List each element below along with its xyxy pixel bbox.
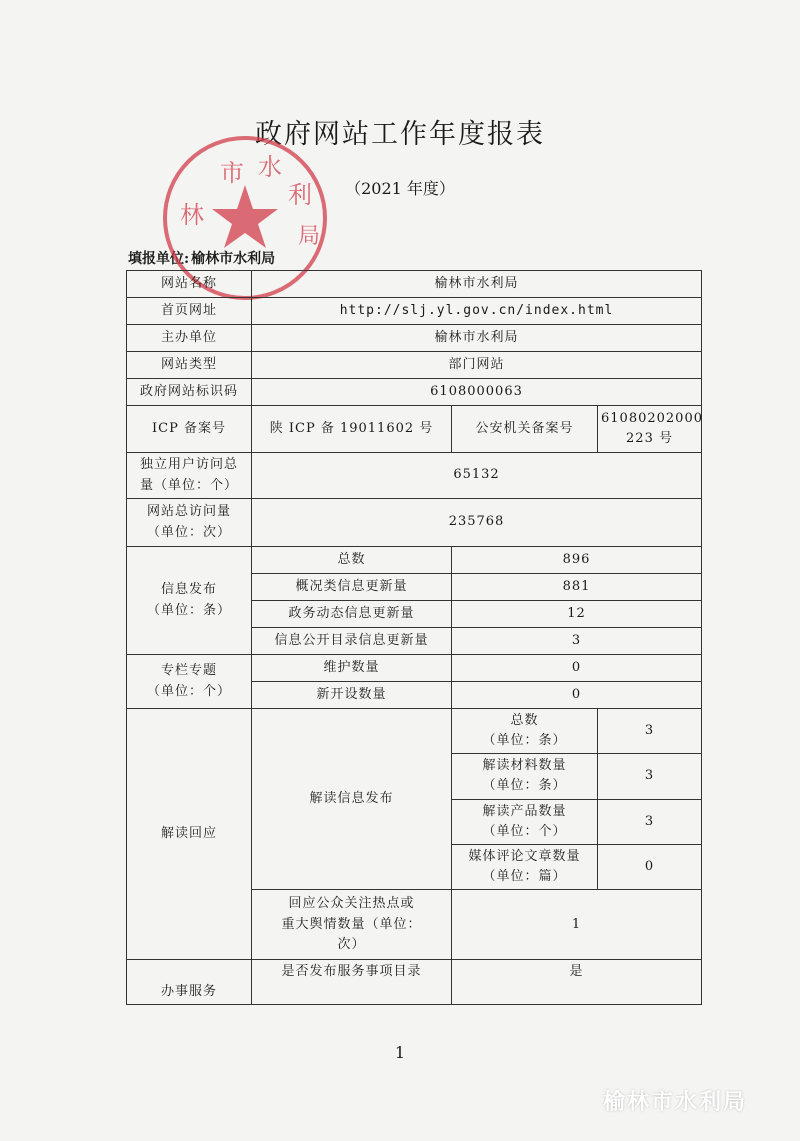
table-row <box>127 325 702 352</box>
column-new-value: 0 <box>452 682 702 709</box>
pv-label-line1: 网站总访问量 <box>146 504 231 520</box>
service-catalog-value: 是 <box>452 960 702 1005</box>
uv-label <box>127 453 252 499</box>
home-url-label: 首页网址 <box>127 298 252 325</box>
svg-text:林: 林 <box>180 201 204 229</box>
page-number: 1 <box>394 1043 406 1062</box>
police-value-line1: 61080202000 <box>601 410 703 426</box>
column-maintain-label: 维护数量 <box>252 655 452 682</box>
watermark: 榆林市水利局 <box>603 1090 748 1115</box>
svg-text:局: 局 <box>298 224 321 249</box>
table-row <box>127 499 702 547</box>
interp-media-line1: 媒体评论文章数量 <box>468 848 581 864</box>
site-type-label: 网站类型 <box>127 352 252 379</box>
report-table <box>126 270 702 1005</box>
table-row <box>127 547 702 574</box>
table-row <box>127 709 702 754</box>
interp-label: 解读回应 <box>127 709 252 960</box>
info-overview-label: 概况类信息更新量 <box>252 574 452 601</box>
site-id-label: 政府网站标识码 <box>127 379 252 406</box>
interp-product-label <box>452 799 598 844</box>
home-url-value: http://slj.yl.gov.cn/index.html <box>252 298 702 325</box>
service-catalog-label: 是否发布服务事项目录 <box>252 960 452 1005</box>
info-news-label: 政务动态信息更新量 <box>252 601 452 628</box>
info-catalog-label: 信息公开目录信息更新量 <box>252 628 452 655</box>
column-label-line2: （单位：个） <box>146 683 231 699</box>
interp-media-label <box>452 844 598 889</box>
info-total-label: 总数 <box>252 547 452 574</box>
info-label <box>127 547 252 655</box>
interp-total-value: 3 <box>598 709 702 754</box>
interp-total-line1: 总数 <box>510 713 539 728</box>
interp-material-value: 3 <box>598 754 702 799</box>
interp-response-line2: 重大舆情数量（单位： <box>281 916 422 932</box>
info-overview-value: 881 <box>452 574 702 601</box>
table-row <box>127 655 702 682</box>
sponsor-value: 榆林市水利局 <box>252 325 702 352</box>
column-label-line1: 专栏专题 <box>160 663 217 679</box>
pv-label-line2: （单位：次） <box>146 524 231 540</box>
site-type-value: 部门网站 <box>252 352 702 379</box>
sponsor-label: 主办单位 <box>127 325 252 352</box>
reporting-unit-label: 填报单位: <box>128 251 190 267</box>
table-row <box>127 453 702 499</box>
table-row <box>127 379 702 406</box>
police-value-line2: 223 号 <box>626 431 673 446</box>
info-label-line1: 信息发布 <box>160 582 217 598</box>
icp-label: ICP 备案号 <box>127 406 252 453</box>
police-value <box>598 406 702 453</box>
info-catalog-value: 3 <box>452 628 702 655</box>
interp-material-line1: 解读材料数量 <box>482 758 567 774</box>
police-label: 公安机关备案号 <box>452 406 598 453</box>
page-title: 政府网站工作年度报表 <box>255 119 545 150</box>
svg-text:水: 水 <box>258 153 282 181</box>
interp-material-line2: （单位：条） <box>482 778 567 794</box>
reporting-unit-value: 榆林市水利局 <box>191 251 276 267</box>
interp-media-line2: （单位：篇） <box>482 868 567 884</box>
uv-value: 65132 <box>252 453 702 499</box>
table-row <box>127 298 702 325</box>
interp-response-line1: 回应公众关注热点或 <box>288 896 415 912</box>
table-row <box>127 406 702 453</box>
svg-text:市: 市 <box>220 159 244 187</box>
info-news-value: 12 <box>452 601 702 628</box>
uv-label-line2: 量（单位：个） <box>139 477 238 493</box>
svg-text:利: 利 <box>288 181 312 209</box>
column-maintain-value: 0 <box>452 655 702 682</box>
interp-product-line1: 解读产品数量 <box>482 803 567 819</box>
site-name-value: 榆林市水利局 <box>252 271 702 298</box>
interp-publish-label: 解读信息发布 <box>252 709 452 890</box>
interp-material-label <box>452 754 598 799</box>
interp-response-line3: 次） <box>337 936 366 952</box>
interp-media-value: 0 <box>598 844 702 889</box>
icp-value: 陕 ICP 备 19011602 号 <box>252 406 452 453</box>
service-label: 办事服务 <box>127 960 252 1005</box>
interp-total-label <box>452 709 598 754</box>
column-label <box>127 655 252 709</box>
report-year: （2021 年度） <box>345 179 455 198</box>
column-new-label: 新开设数量 <box>252 682 452 709</box>
site-id-value: 6108000063 <box>252 379 702 406</box>
interp-response-label <box>252 890 452 960</box>
pv-value: 235768 <box>252 499 702 547</box>
info-label-line2: （单位：条） <box>146 602 231 618</box>
table-row <box>127 960 702 1005</box>
pv-label <box>127 499 252 547</box>
site-name-label: 网站名称 <box>127 271 252 298</box>
interp-product-value: 3 <box>598 799 702 844</box>
table-row <box>127 352 702 379</box>
uv-label-line1: 独立用户访问总 <box>139 457 238 473</box>
table-row <box>127 271 702 298</box>
interp-response-value: 1 <box>452 890 702 960</box>
info-total-value: 896 <box>452 547 702 574</box>
interp-product-line2: （单位：个） <box>482 823 567 839</box>
interp-total-line2: （单位：条） <box>482 733 567 749</box>
